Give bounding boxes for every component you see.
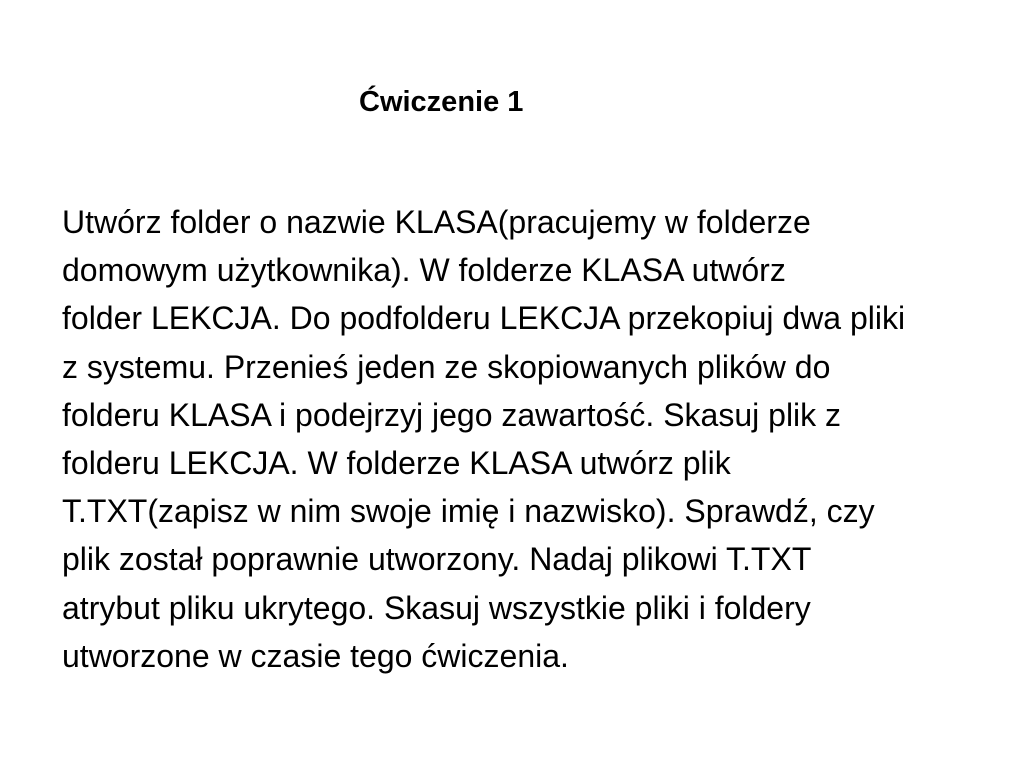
text-line: folder LEKCJA. Do podfolderu LEKCJA przekopiuj dwa pliki bbox=[62, 300, 906, 337]
exercise-text bbox=[62, 198, 1002, 680]
slide-title: Ćwiczenie 1 bbox=[359, 86, 524, 118]
text-line: T.TXT(zapisz w nim swoje imię i nazwisko). Sprawdź, czy bbox=[62, 493, 875, 530]
text-line: Utwórz folder o nazwie KLASA(pracujemy w folderze bbox=[62, 204, 811, 240]
text-line: folderu LEKCJA. W folderze KLASA utwórz plik bbox=[62, 445, 731, 482]
text-line: folderu KLASA i podejrzyj jego zawartość. Skasuj plik z bbox=[62, 396, 842, 433]
text-line: atrybut pliku ukrytego. Skasuj wszystkie pliki i foldery bbox=[62, 589, 811, 626]
text-line: domowym użytkownika). W folderze KLASA utwórz bbox=[62, 252, 786, 289]
text-line: plik został poprawnie utworzony. Nadaj plikowi T.TXT bbox=[62, 541, 812, 578]
text-line: utworzone w czasie tego ćwiczenia. bbox=[62, 637, 569, 674]
text-line: z systemu. Przenieś jeden ze skopiowanych plików do bbox=[62, 348, 831, 385]
